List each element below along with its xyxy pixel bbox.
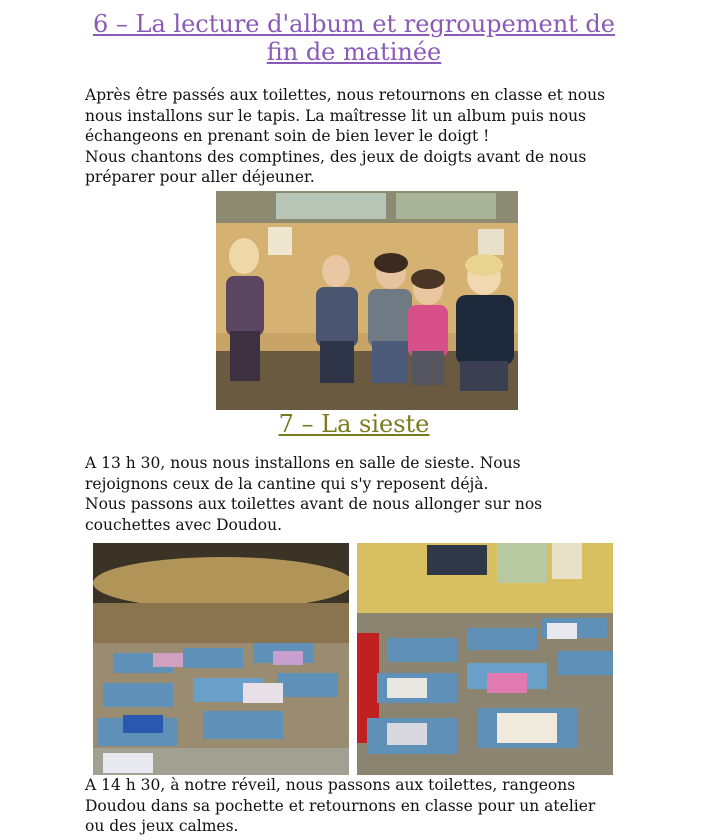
paragraph-line: Nous chantons des comptines, des jeux de doigts avant de nous: [85, 147, 587, 166]
paragraph-line: Après être passés aux toilettes, nous retournons en classe et nous: [85, 86, 606, 104]
section-7-title: 7 – La sieste: [278, 410, 430, 438]
section-6-title-line2: fin de matinée: [266, 38, 442, 66]
section-6-paragraph: [85, 85, 645, 188]
paragraph-line: A 14 h 30, à notre réveil, nous passons aux toilettes, rangeons: [85, 776, 576, 794]
children-on-bench-photo: [216, 191, 518, 410]
paragraph-line: échangeons en prenant soin de bien lever le doigt !: [85, 127, 490, 145]
paragraph-line: ou des jeux calmes.: [85, 817, 239, 835]
paragraph-line: Nous passons aux toilettes avant de nous allonger sur nos: [85, 495, 543, 513]
paragraph-line: nous installons sur le tapis. La maîtresse lit un album puis nous: [85, 106, 587, 125]
closing-paragraph: [85, 775, 645, 837]
paragraph-line: rejoignons ceux de la cantine qui s'y reposent déjà.: [85, 474, 489, 493]
paragraph-line: A 13 h 30, nous nous installons en salle de sieste. Nous: [85, 454, 521, 472]
paragraph-line: préparer pour aller déjeuner.: [85, 168, 315, 186]
nap-room-photo-left: [93, 543, 349, 775]
paragraph-line: Doudou dans sa pochette et retournons en classe pour un atelier: [85, 796, 596, 815]
paragraph-line: couchettes avec Doudou.: [85, 515, 283, 534]
section-7-paragraph: [85, 453, 645, 535]
section-6-title-line1: 6 – La lecture d'album et regroupement de: [93, 10, 615, 38]
section-6-title: [0, 10, 708, 66]
nap-room-photo-right: [357, 543, 613, 775]
